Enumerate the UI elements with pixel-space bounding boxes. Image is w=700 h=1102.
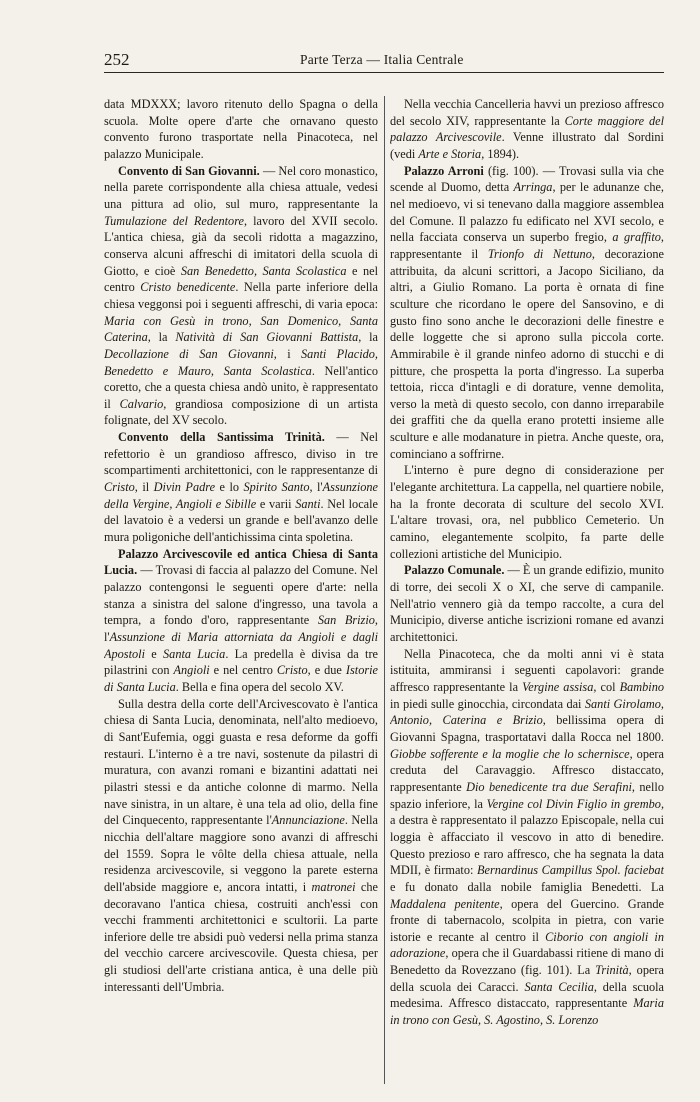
- italic-run: Decollazione di San Giovanni: [104, 346, 274, 361]
- text-run: . Nella parte inferiore della chiesa veggonsi poi i seguenti affreschi, di varia epoca:: [104, 280, 378, 311]
- text-run: , col: [593, 679, 620, 694]
- italic-run: Maddalena penitente: [390, 896, 500, 911]
- text-run: , per le adunanze che, nel medioevo, vi si tenevano dalla maggiore assemblea del Comune. Il palazzo fu edificato nel XVI secolo, e nella facciata conserva un superbo fregio,: [390, 180, 664, 245]
- italic-run: Santi Girolamo, Antonio, Caterina e Brizio: [390, 696, 664, 728]
- italic-run: San Benedetto, Santa Scolastica: [180, 263, 347, 278]
- italic-run: Maria in trono con Gesù, S. Agostino, S. Lorenzo: [390, 996, 664, 1028]
- bold-heading: Palazzo Comunale.: [404, 563, 505, 578]
- italic-run: Calvario: [119, 396, 164, 411]
- text-run: , e due: [307, 663, 346, 678]
- text-run: , nello spazio inferiore, la: [390, 779, 664, 811]
- text-run: . Nel locale del lavatoio è a vedersi un grande e bell'avanzo delle mura poligoniche dell'antichissima cinta spoletina.: [104, 496, 378, 545]
- text-run: e nel centro: [104, 263, 378, 295]
- italic-run: Corte maggiore del palazzo Arcivescovile: [390, 113, 664, 145]
- text-run: , opera del Guercino. Grande fronte di tabernacolo, scolpita in pietra, con varie istorie e recante al centro il: [390, 896, 664, 944]
- text-run: , grandiosa composizione di un artista folignate, del XV secolo.: [104, 396, 378, 428]
- italic-run: Spirito Santo: [243, 480, 310, 495]
- italic-run: Arte e Storia: [418, 146, 482, 161]
- text-run: , a destra è rappresentato il palazzo Episcopale, nella cui loggia è affacciato il vescovo in atto di benedire. Questo prezioso e raro affresco, che ha segnata la data MDII, è firmato:: [390, 796, 664, 878]
- text-run: , decorazione attribuita, da alcuni scrittori, a Jacopo Siciliano, da altri, a Giulio Romano. La porta è ornata di fine sculture che ricordano le opere del Sansovino, e di gusto fino sono anche le decorazioni delle finestre e delle loggette che si aprono sulla piccola corte. Ammirabile è il grande ninfeo adorno di stucchi e di pitture, che prospetta la porta d'ingresso. La superba tettoia, ricca d'intagli e di dorature, venne demolita, verso la metà di questo secolo, con danno irreparabile dei graffiti che da quella erano protetti insieme alle sculture e alle modanature in pietra. Anche queste, ora, cominciano a soffrirne.: [390, 246, 664, 461]
- text-run: Sulla destra della corte dell'Arcivescovato è l'antica chiesa di Santa Lucia, denominata, nell'alto medioevo, di Sant'Eufemia, oggi guasta e resa deforme da goffi restauri. L'interno è a tre navi, sostenute da pilastri di muratura, con avanzi romani e bizantini adattati nei pilastri stessi e da antiche colonne di marmo. Nella nave sinistra, in un altare, è una tela ad olio, della fine del Cinquecento, rappresentante l': [104, 696, 378, 828]
- italic-run: Giobbe sofferente e la moglie che lo schernisce: [390, 746, 630, 761]
- paragraph: [390, 646, 664, 1029]
- text-run: , opera della scuola dei Caracci.: [390, 963, 664, 994]
- page-number: 252: [104, 50, 130, 69]
- left-column: [104, 96, 378, 1084]
- text-run: — È un grande edifizio, munito di torre, dei secoli X o XI, che serve di campanile. Nell'atrio vennero già da tempo raccolte, a cura del Municipio, diverse antiche iscrizioni romane ed avanzi architettonici.: [390, 563, 664, 644]
- text-run: — Nel refettorio è un grandioso affresco, diviso in tre scompartimenti architettonici, con le rappresentanze di: [104, 430, 378, 478]
- paragraph: [104, 696, 378, 996]
- text-run: (fig. 100). — Trovasi sulla via che scende al Duomo, detta: [390, 163, 664, 195]
- text-run: . Nell'antico coretto, che a questa chiesa andò unito, è rappresentato il: [104, 363, 378, 411]
- paragraph: [104, 96, 378, 163]
- italic-run: Cristo benedicente: [140, 280, 236, 295]
- bold-heading: Convento della Santissima Trinità.: [118, 430, 325, 445]
- text-run: , l': [309, 480, 323, 495]
- text-run: , bellissima opera di Giovanni Spagna, trasportatavi dalla Rocca nel 1800.: [390, 713, 664, 744]
- text-run: e varii: [256, 496, 296, 511]
- page-header: [104, 50, 664, 73]
- text-run: , la: [358, 330, 378, 345]
- text-run: , opera creduta del Caravaggio. Affresco distaccato, rappresentante: [390, 746, 664, 794]
- italic-run: Natività di San Giovanni Battista: [175, 330, 359, 345]
- text-run: , il: [134, 480, 154, 495]
- bold-heading: Palazzo Arcivescovile ed antica Chiesa di Santa Lucia.: [104, 546, 378, 578]
- italic-run: Trionfo di Nettuno: [487, 246, 592, 261]
- text-run: , 1894).: [481, 146, 520, 161]
- text-run: e lo: [215, 480, 244, 495]
- italic-run: Maria con Gesù in trono, San Domenico, Santa Caterina: [104, 313, 378, 345]
- text-run: , opera che il Guardabassi ritiene di mano di Benedetto da Rovezzano (fig. 101). La: [390, 946, 664, 978]
- text-run: L'interno è pure degno di considerazione per l'elegante architettura. La cappella, nel quartiere nobile, ha la fronte decorata di sculture del secolo XVI. L'altare trovasi, ora, nel pubblico Cemeterio. Un camino, elegantemente scolpito, fa parte delle collezioni artistiche del Municipio.: [390, 463, 664, 561]
- text-run: data MDXXX; lavoro ritenuto dello Spagna o della scuola. Molte opere d'arte che ornavano questo convento furono trasportate nella Pinacoteca, nel palazzo Municipale.: [104, 97, 378, 161]
- text-run: Nella vecchia Cancelleria havvi un prezioso affresco del secolo XIV, rappresentante la: [390, 97, 664, 128]
- text-run: , lavoro del XVII secolo. L'antica chiesa, già da secoli ridotta a magazzino, conserva alcuni affreschi di imitatori della scuola di Giotto, e cioè: [104, 213, 378, 278]
- paragraph: [104, 546, 378, 696]
- italic-run: a graffito: [612, 230, 661, 245]
- italic-run: Assunzione di Maria attorniata da Angioli e dagli Apostoli: [104, 630, 378, 661]
- paragraph: [390, 96, 664, 163]
- text-run: . Bella e fina opera del secolo XV.: [175, 679, 344, 694]
- right-column: [390, 96, 664, 1084]
- text-run: . Venne illustrato dal Sordini (vedi: [390, 130, 664, 161]
- text-run: , l': [104, 613, 378, 644]
- text-run: e: [145, 646, 164, 661]
- text-run: in piedi sulle ginocchia, circondata dai: [390, 696, 585, 711]
- italic-run: Vergine col Divin Figlio in grembo: [486, 796, 661, 811]
- text-run: Nella Pinacoteca, che da molti anni vi è stata istituita, ammiransi i seguenti capolavori: grande affresco rappresentante la: [390, 646, 664, 694]
- italic-run: Assunzione della Vergine, Angioli e Sibille: [104, 480, 378, 511]
- italic-run: Angioli: [173, 663, 210, 678]
- italic-run: Trinità: [595, 963, 629, 978]
- paragraph: [104, 163, 378, 430]
- text-run: . Nella nicchia dell'altare maggiore sono avanzi di affreschi del 1559. Sopra le vôlte della chiesa attuale, nella residenza arcivescovile, si veggono la parete esterna dell'abside maggiore e, ancora intatti, i: [104, 813, 378, 894]
- text-run: e fu donato dalla nobile famiglia Benedetti. La: [390, 879, 664, 894]
- bold-heading: Convento di San Giovanni.: [118, 163, 260, 178]
- italic-run: Annunciazione: [271, 813, 345, 828]
- paragraph: [104, 429, 378, 546]
- italic-run: Dio benedicente tra due Serafini: [466, 779, 632, 794]
- text-columns: [104, 96, 664, 1086]
- italic-run: San Brizio: [317, 613, 375, 628]
- text-run: , rappresentante il: [390, 230, 664, 261]
- italic-run: Bernardinus Campillus Spol. faciebat: [477, 863, 664, 878]
- italic-run: Istorie di Santa Lucia: [104, 663, 378, 694]
- italic-run: Santi: [295, 496, 321, 511]
- column-rule: [384, 96, 385, 1084]
- text-run: . La predella è divisa da tre pilastrini con: [104, 646, 378, 678]
- italic-run: Vergine assisa: [522, 679, 594, 694]
- italic-run: Cristo: [276, 663, 308, 678]
- text-run: — Trovasi di faccia al palazzo del Comune. Nel palazzo contengonsi le seguenti opere d'arte: nella stanza a sinistra del salone d'ingresso, una tavola a tempra, a fondo d'oro, rappresentante: [104, 563, 378, 628]
- text-run: e nel centro: [209, 663, 277, 678]
- italic-run: Ciborio con angioli in adorazione: [390, 929, 664, 961]
- text-run: che decoravano l'antica chiesa, costruiti anch'essi con vecchi frammenti architettonici e scultorii. La parte inferiore delle tre absidi può vedersi nella prima stanza del vecchio carcere arcivescovile. Questa chiesa, per gli studiosi dell'arte cristiana antica, è una delle più interessanti dell'Umbria.: [104, 879, 378, 994]
- text-run: , i: [273, 346, 302, 361]
- italic-run: Arringa: [513, 180, 553, 195]
- paragraph: [390, 462, 664, 562]
- italic-run: Divin Padre: [153, 480, 216, 495]
- italic-run: Tumulazione del Redentore: [104, 213, 244, 228]
- text-run: — Nel coro monastico, nella parete corrispondente alla chiesa attuale, vedesi una pittura ad olio, sul muro, rappresentante la: [104, 163, 378, 211]
- italic-run: Santi Placido, Benedetto e Mauro, Santa Scolastica: [104, 346, 378, 378]
- italic-run: Bambino: [619, 679, 664, 694]
- italic-run: Cristo: [104, 480, 135, 495]
- paragraph: [390, 163, 664, 463]
- text-run: , della scuola medesima. Affresco distaccato, rappresentante: [390, 979, 664, 1011]
- text-run: , la: [147, 330, 176, 345]
- italic-run: Santa Cecilia: [524, 979, 594, 994]
- paragraph: [390, 562, 664, 645]
- bold-heading: Palazzo Arroni: [404, 163, 484, 178]
- italic-run: matronei: [311, 879, 356, 894]
- italic-run: Santa Lucia: [163, 646, 226, 661]
- running-title: Parte Terza — Italia Centrale: [300, 52, 464, 67]
